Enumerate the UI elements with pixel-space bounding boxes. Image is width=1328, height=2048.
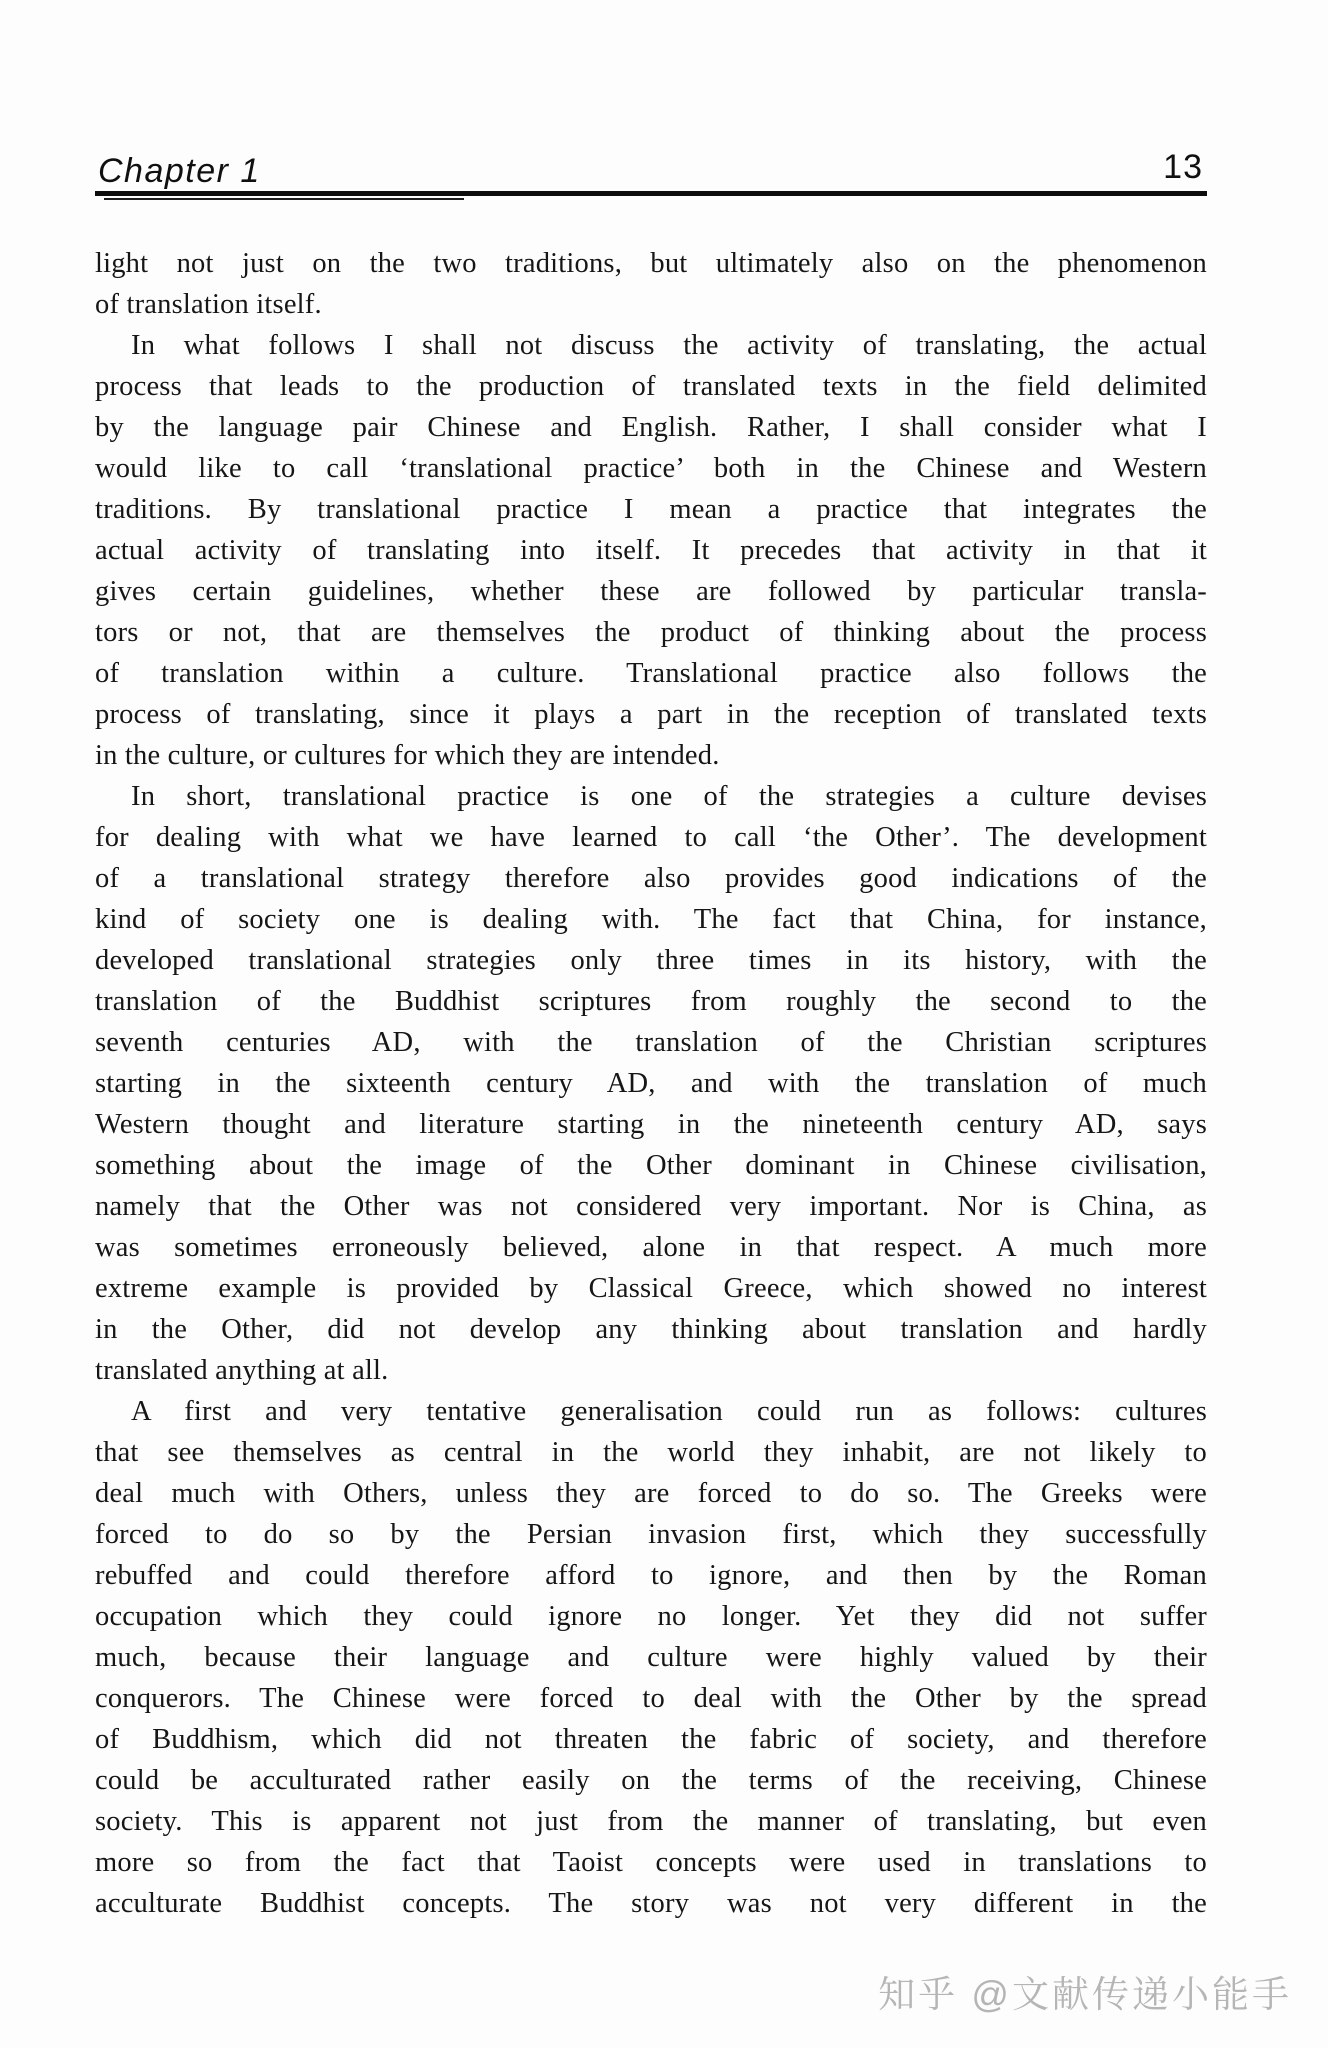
chapter-title: Chapter 1	[98, 152, 261, 190]
text-line: occupation which they could ignore no longer. Yet they did not suffer	[95, 1601, 1207, 1632]
page-number: 13	[1163, 148, 1203, 186]
page-body	[95, 243, 1207, 1924]
text-line: something about the image of the Other dominant in Chinese civilisation,	[95, 1150, 1207, 1181]
text-line: deal much with Others, unless they are forced to do so. The Greeks were	[95, 1478, 1207, 1509]
text-line: of translation within a culture. Translational practice also follows the	[95, 658, 1207, 689]
text-line: by the language pair Chinese and English. Rather, I shall consider what I	[95, 412, 1207, 443]
text-line: in the culture, or cultures for which they are intended.	[95, 740, 720, 771]
text-line: process that leads to the production of translated texts in the field delimited	[95, 371, 1207, 402]
text-line: much, because their language and culture were highly valued by their	[95, 1642, 1207, 1673]
text-line: would like to call ‘translational practice’ both in the Chinese and Western	[95, 453, 1207, 484]
text-line: actual activity of translating into itself. It precedes that activity in that it	[95, 535, 1207, 566]
text-line: A first and very tentative generalisation could run as follows: cultures	[131, 1396, 1207, 1427]
text-line: gives certain guidelines, whether these are followed by particular transla-	[95, 576, 1207, 607]
text-line: translation of the Buddhist scriptures from roughly the second to the	[95, 986, 1207, 1017]
text-line: in the Other, did not develop any thinking about translation and hardly	[95, 1314, 1207, 1345]
text-line: of a translational strategy therefore also provides good indications of the	[95, 863, 1207, 894]
text-line: could be acculturated rather easily on the terms of the receiving, Chinese	[95, 1765, 1207, 1796]
text-line: of translation itself.	[95, 289, 322, 320]
text-line: extreme example is provided by Classical Greece, which showed no interest	[95, 1273, 1207, 1304]
text-line: kind of society one is dealing with. The fact that China, for instance,	[95, 904, 1207, 935]
text-line: light not just on the two traditions, but ultimately also on the phenomenon	[95, 248, 1207, 279]
text-line: traditions. By translational practice I mean a practice that integrates the	[95, 494, 1207, 525]
text-line: that see themselves as central in the world they inhabit, are not likely to	[95, 1437, 1207, 1468]
text-line: namely that the Other was not considered very important. Nor is China, as	[95, 1191, 1207, 1222]
text-line: conquerors. The Chinese were forced to deal with the Other by the spread	[95, 1683, 1207, 1714]
text-line: of Buddhism, which did not threaten the fabric of society, and therefore	[95, 1724, 1207, 1755]
text-line: translated anything at all.	[95, 1355, 389, 1386]
text-line: forced to do so by the Persian invasion first, which they successfully	[95, 1519, 1207, 1550]
text-line: starting in the sixteenth century AD, and with the translation of much	[95, 1068, 1207, 1099]
text-line: Western thought and literature starting in the nineteenth century AD, says	[95, 1109, 1207, 1140]
text-line: seventh centuries AD, with the translation of the Christian scriptures	[95, 1027, 1207, 1058]
text-line: In short, translational practice is one of the strategies a culture devises	[131, 781, 1207, 812]
text-line: tors or not, that are themselves the product of thinking about the process	[95, 617, 1207, 648]
header-rule	[95, 191, 1207, 196]
watermark: 知乎 @文献传递小能手	[878, 1974, 1292, 2015]
text-line: society. This is apparent not just from the manner of translating, but even	[95, 1806, 1207, 1837]
text-line: process of translating, since it plays a part in the reception of translated texts	[95, 699, 1207, 730]
header-rule-shadow	[104, 198, 464, 200]
text-line: was sometimes erroneously believed, alone in that respect. A much more	[95, 1232, 1207, 1263]
text-line: rebuffed and could therefore afford to ignore, and then by the Roman	[95, 1560, 1207, 1591]
text-line: acculturate Buddhist concepts. The story was not very different in the	[95, 1888, 1207, 1919]
text-line: for dealing with what we have learned to call ‘the Other’. The development	[95, 822, 1207, 853]
text-line: In what follows I shall not discuss the activity of translating, the actual	[131, 330, 1207, 361]
text-line: more so from the fact that Taoist concepts were used in translations to	[95, 1847, 1207, 1878]
text-line: developed translational strategies only three times in its history, with the	[95, 945, 1207, 976]
